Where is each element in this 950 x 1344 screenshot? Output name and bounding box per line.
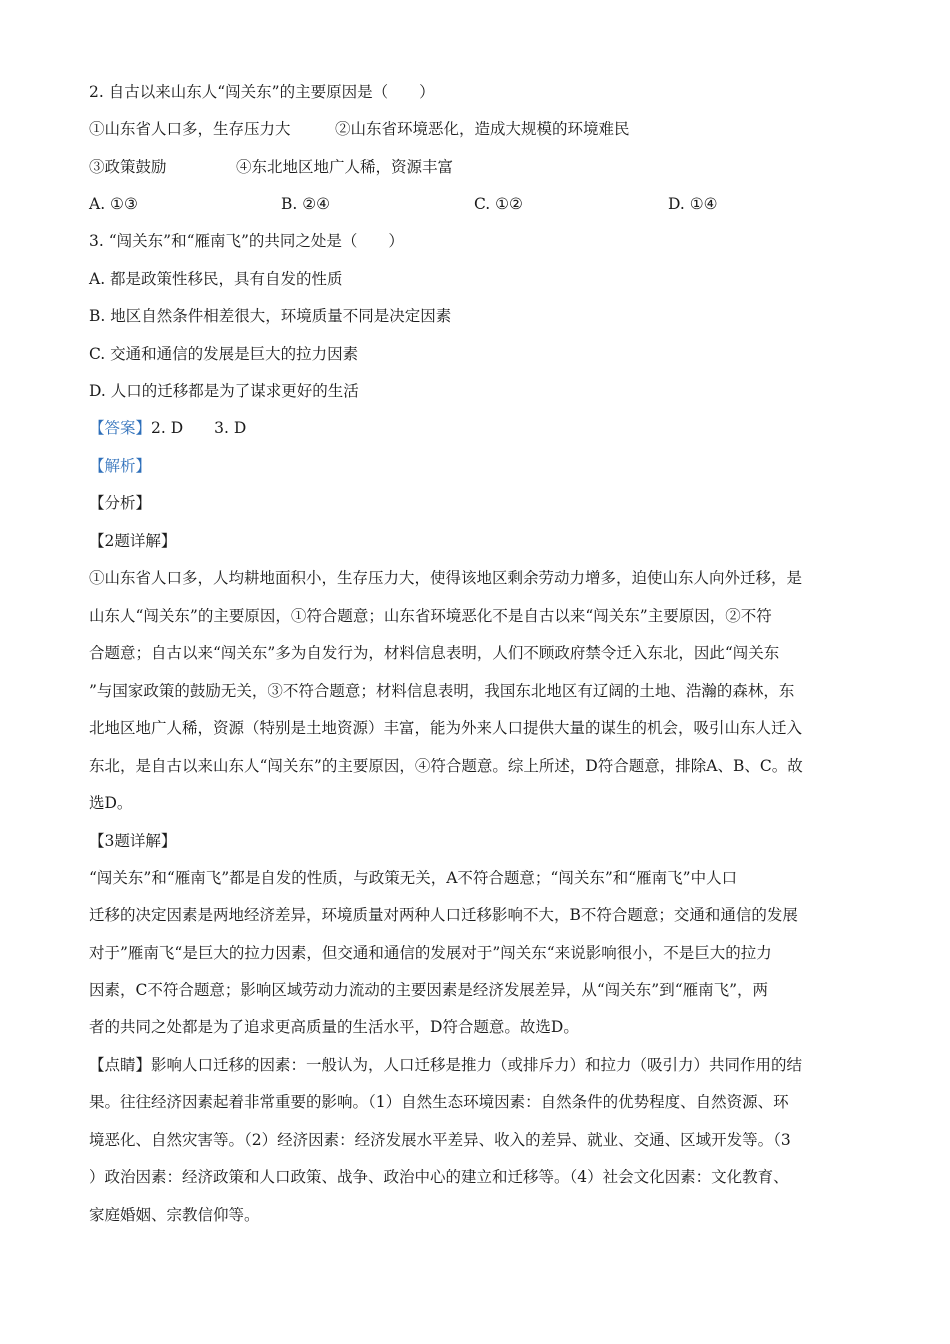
q2-detail-line: 合题意；自古以来“闯关东”多为自发行为，材料信息表明，人们不顾政府禁令迁入东北，因此“闯关东	[89, 644, 780, 662]
q2-detail-line: 北地区地广人稀，资源（特别是土地资源）丰富，能为外来人口提供大量的谋生的机会，吸引山东人迁入	[89, 719, 803, 737]
q2-detail-heading: 【2题详解】	[89, 532, 177, 550]
q3-detail-heading: 【3题详解】	[89, 832, 177, 850]
dianjing-line	[89, 1054, 802, 1076]
q2-detail-line: ①山东省人口多，人均耕地面积小，生存压力大，使得该地区剩余劳动力增多，迫使山东人向外迁移，是	[89, 569, 803, 587]
q2-option-d: D. ①④	[668, 195, 718, 213]
dianjing-text: 影响人口迁移的因素：一般认为，人口迁移是推力（或排斥力）和拉力（吸引力）共同作用的结	[151, 1056, 803, 1074]
q2-option-b: B. ②④	[281, 195, 331, 213]
question-3-stem: 3. “闯关东”和“雁南飞”的共同之处是（ ）	[89, 232, 404, 250]
question-2-stem: 2. 自古以来山东人“闯关东”的主要原因是（ ）	[89, 83, 435, 101]
q3-detail-line: 迁移的决定因素是两地经济差异，环境质量对两种人口迁移影响不大，B不符合题意；交通和通信的发展	[89, 906, 798, 924]
dianjing-line: 果。往往经济因素起着非常重要的影响。（1）自然生态环境因素：自然条件的优势程度、自然资源、环	[89, 1093, 789, 1111]
q3-detail-line: 因素，C不符合题意；影响区域劳动力流动的主要因素是经济发展差异，从“闯关东”到“雁南飞”，两	[89, 981, 769, 999]
answer-line	[89, 417, 246, 439]
q2-detail-line: 山东人“闯关东”的主要原因，①符合题意；山东省环境恶化不是自古以来“闯关东”主要原因，②不符	[89, 607, 772, 625]
jiexi-heading: 【解析】	[89, 457, 152, 475]
answer-tag: 【答案】	[89, 419, 152, 437]
q3-option-d: D. 人口的迁移都是为了谋求更好的生活	[89, 382, 359, 400]
q2-detail-line: 选D。	[89, 794, 133, 812]
dianjing-heading: 【点睛】	[89, 1056, 152, 1074]
q3-detail-line: “闯关东”和“雁南飞”都是自发的性质，与政策无关，A不符合题意；“闯关东”和“雁南飞”中人口	[89, 869, 738, 887]
q2-statement-3: ③政策鼓励	[89, 158, 167, 176]
q2-option-c: C. ①②	[474, 195, 523, 213]
q2-detail-line: 东北，是自古以来山东人“闯关东”的主要原因，④符合题意。综上所述，D符合题意，排除A、B、C。故	[89, 757, 803, 775]
q2-statement-2: ②山东省环境恶化，造成大规模的环境难民	[335, 120, 630, 138]
q3-detail-line: 对于”雁南飞“是巨大的拉力因素，但交通和通信的发展对于”闯关东“来说影响很小，不是巨大的拉力	[89, 944, 772, 962]
q2-statement-1: ①山东省人口多，生存压力大	[89, 120, 291, 138]
dianjing-line: 境恶化、自然灾害等。（2）经济因素：经济发展水平差异、收入的差异、就业、交通、区域开发等。（3	[89, 1131, 791, 1149]
answer-text: 2. D 3. D	[151, 419, 247, 437]
fenxi-heading: 【分析】	[89, 494, 152, 512]
q2-detail-line: ”与国家政策的鼓励无关，③不符合题意；材料信息表明，我国东北地区有辽阔的土地、浩瀚的森林，东	[89, 682, 795, 700]
dianjing-line: 家庭婚姻、宗教信仰等。	[89, 1206, 260, 1224]
dianjing-line: ）政治因素：经济政策和人口政策、战争、政治中心的建立和迁移等。（4）社会文化因素：文化教育、	[89, 1168, 789, 1186]
q3-option-a: A. 都是政策性移民，具有自发的性质	[89, 270, 343, 288]
q2-statement-4: ④东北地区地广人稀，资源丰富	[236, 158, 454, 176]
q3-option-c: C. 交通和通信的发展是巨大的拉力因素	[89, 345, 359, 363]
q2-option-a: A. ①③	[89, 195, 138, 213]
q3-detail-line: 者的共同之处都是为了追求更高质量的生活水平，D符合题意。故选D。	[89, 1018, 579, 1036]
q3-option-b: B. 地区自然条件相差很大，环境质量不同是决定因素	[89, 307, 452, 325]
